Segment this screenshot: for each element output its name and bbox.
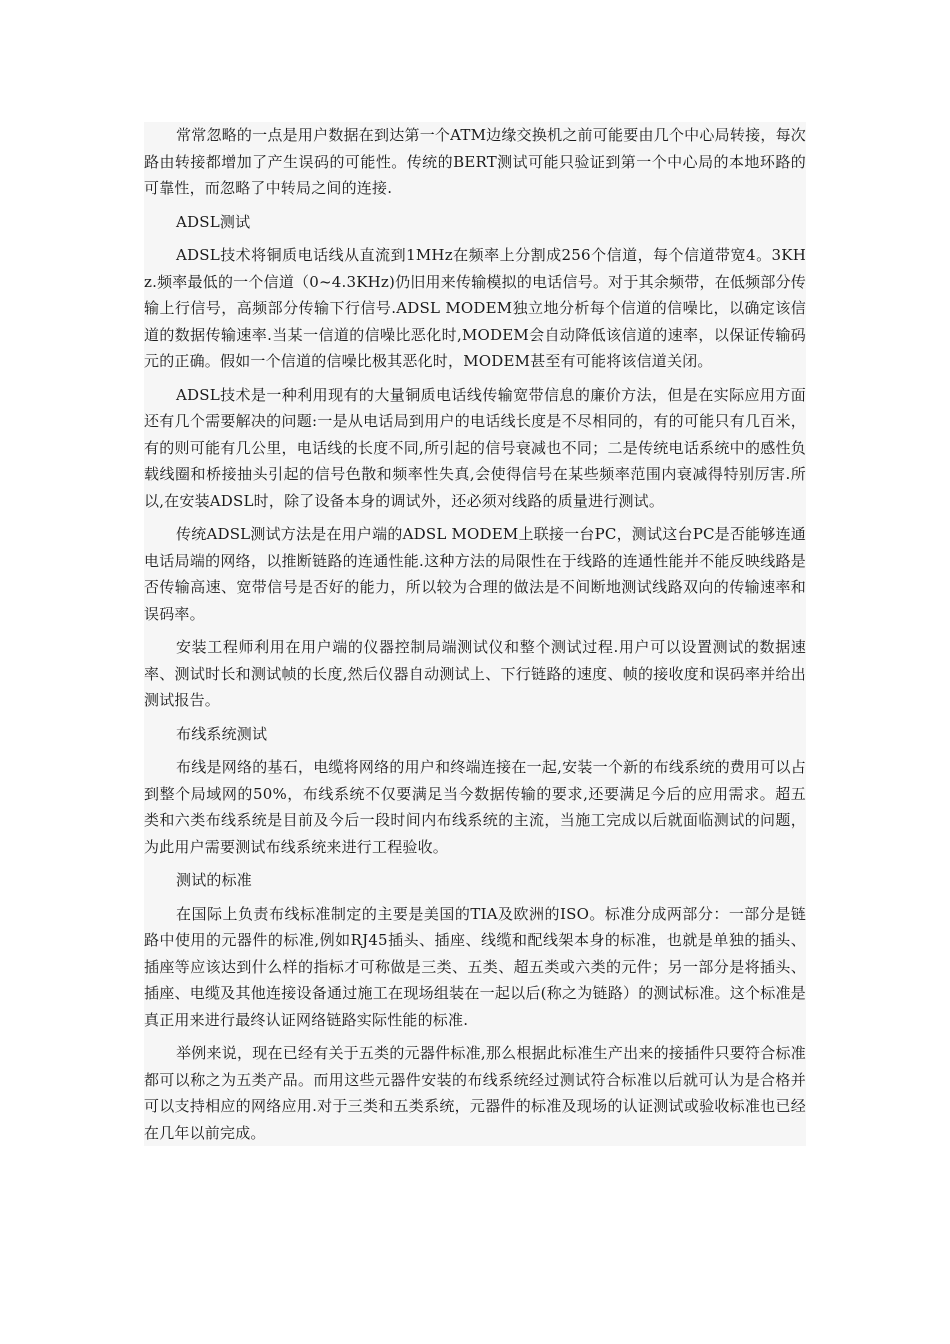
document-body [144, 122, 806, 1146]
heading-adsl-test: ADSL测试 [176, 212, 251, 231]
paragraph-example: 举例来说，现在已经有关于五类的元器件标准,那么根据此标准生产出来的接插件只要符合标准都可以称之为五类产品。而用这些元器件安装的布线系统经过测试符合标准以后就可认为是合格并可以支持相应的网络应用.对于三类和五类系统，元器件的标准及现场的认证测试或验收标准也已经在几年以前完成。 [144, 1044, 806, 1142]
paragraph-bert-intro: 常常忽略的一点是用户数据在到达第一个ATM边缘交换机之前可能要由几个中心局转接，每次路由转接都增加了产生误码的可能性。传统的BERT测试可能只验证到第一个中心局的本地环路的可靠性，而忽略了中转局之间的连接. [144, 126, 806, 197]
heading-test-standards: 测试的标准 [176, 871, 253, 889]
heading-cabling-test: 布线系统测试 [176, 724, 268, 743]
paragraph-adsl-traditional-test: 传统ADSL测试方法是在用户端的ADSL MODEM上联接一台PC，测试这台PC是否能够连通电话局端的网络，以推断链路的连通性能.这种方法的局限性在于线路的连通性能并不能反映线路是否传输高速、宽带信号是否好的能力，所以较为合理的做法是不间断地测试线路双向的传输速率和误码率。 [144, 525, 806, 623]
paragraph-standards: 在国际上负责布线标准制定的主要是美国的TIA及欧洲的ISO。标准分成两部分：一部分是链路中使用的元器件的标准,例如RJ45插头、插座、线缆和配线架本身的标准，也就是单独的插头、插座等应该达到什么样的指标才可称做是三类、五类、超五类或六类的元件；另一部分是将插头、插座、电缆及其他连接设备通过施工在现场组装在一起以后(称之为链路）的测试标准。这个标准是真正用来进行最终认证网络链路实际性能的标准. [144, 904, 806, 1029]
paragraph-install-engineer: 安装工程师利用在用户端的仪器控制局端测试仪和整个测试过程.用户可以设置测试的数据速率、测试时长和测试帧的长度,然后仪器自动测试上、下行链路的速度、帧的接收度和误码率并给出测试报告。 [144, 638, 806, 709]
paragraph-adsl-technology: ADSL技术将铜质电话线从直流到1MHz在频率上分割成256个信道，每个信道带宽4。3KHz.频率最低的一个信道（0~4.3KHz)仍旧用来传输模拟的电话信号。对于其余频带，在低频部分传输上行信号，高频部分传输下行信号.ADSL MODEM独立地分析每个信道的信噪比，以确定该信道的数据传输速率.当某一信道的信噪比恶化时,MODEM会自动降低该信道的速率，以保证传输码元的正确。假如一个信道的信噪比极其恶化时，MODEM甚至有可能将该信道关闭。 [144, 246, 806, 370]
paragraph-adsl-problems: ADSL技术是一种利用现有的大量铜质电话线传输宽带信息的廉价方法，但是在实际应用方面还有几个需要解决的问题:一是从电话局到用户的电话线长度是不尽相同的，有的可能只有几百米，有的则可能有几公里，电话线的长度不同,所引起的信号衰减也不同；二是传统电话系统中的感性负载线圈和桥接抽头引起的信号色散和频率性失真,会使得信号在某些频率范围内衰减得特别厉害.所以,在安装ADSL时，除了设备本身的调试外，还必须对线路的质量进行测试。 [144, 385, 806, 510]
paragraph-cabling-intro: 布线是网络的基石，电缆将网络的用户和终端连接在一起,安装一个新的布线系统的费用可以占到整个局域网的50%，布线系统不仅要满足当今数据传输的要求,还要满足今后的应用需求。超五类和六类布线系统是目前及今后一段时间内布线系统的主流，当施工完成以后就面临测试的问题，为此用户需要测试布线系统来进行工程验收。 [144, 758, 806, 856]
